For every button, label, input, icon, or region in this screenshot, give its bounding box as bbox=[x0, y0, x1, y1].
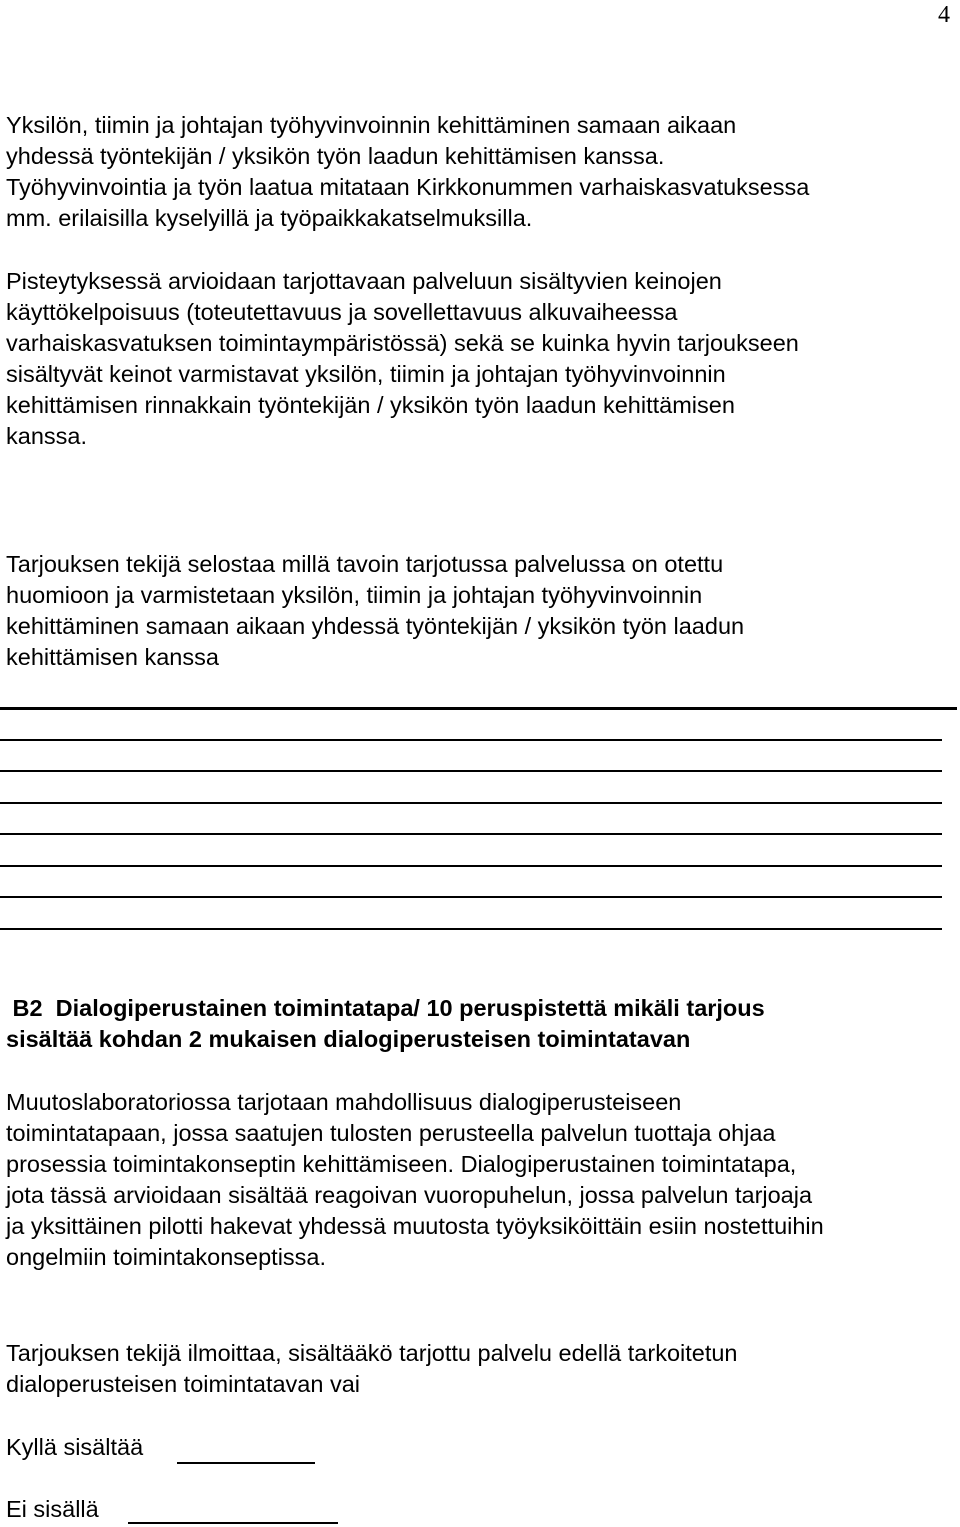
text-line: ongelmiin toimintakonseptissa. bbox=[6, 1244, 327, 1270]
paragraph-scoring-criteria bbox=[6, 266, 956, 452]
text-line: prosessia toimintakonseptin kehittämiseen. Dialogiperustainen toimintatapa, bbox=[6, 1151, 797, 1177]
option-no-fill-line[interactable] bbox=[128, 1522, 338, 1524]
text-line: Tarjouksen tekijä ilmoittaa, sisältääkö tarjottu palvelu edellä tarkoitetun bbox=[6, 1340, 738, 1366]
text-line: mm. erilaisilla kyselyillä ja työpaikkakatselmuksilla. bbox=[6, 205, 533, 231]
text-line: ja yksittäinen pilotti hakevat yhdessä muutosta työyksiköittäin esiin nostettuihin bbox=[6, 1213, 824, 1239]
text-line: sisältyvät keinot varmistavat yksilön, tiimin ja johtajan työhyvinvoinnin bbox=[6, 361, 726, 387]
answer-line-2[interactable] bbox=[0, 770, 942, 772]
option-no-label: Ei sisällä bbox=[6, 1496, 99, 1522]
answer-line-3[interactable] bbox=[0, 802, 942, 804]
paragraph-declaration-prompt bbox=[6, 1338, 956, 1400]
text-line: Tarjouksen tekijä selostaa millä tavoin tarjotussa palvelussa on otettu bbox=[6, 551, 724, 577]
paragraph-dialogue-description bbox=[6, 1087, 956, 1273]
option-yes-fill-line[interactable] bbox=[177, 1462, 315, 1464]
answer-line-7[interactable] bbox=[0, 928, 942, 930]
text-line: Pisteytyksessä arvioidaan tarjottavaan palveluun sisältyvien keinojen bbox=[6, 268, 722, 294]
page-number: 4 bbox=[938, 2, 950, 28]
text-line: dialoperusteisen toimintatavan vai bbox=[6, 1371, 361, 1397]
text-line: kehittämisen kanssa bbox=[6, 644, 219, 670]
heading-line: sisältää kohdan 2 mukaisen dialogiperusteisen toimintatavan bbox=[6, 1026, 691, 1052]
answer-line-5[interactable] bbox=[0, 865, 942, 867]
text-line: kehittäminen samaan aikaan yhdessä työntekijän / yksikön työn laadun bbox=[6, 613, 745, 639]
text-line: Muutoslaboratoriossa tarjotaan mahdollisuus dialogiperusteiseen bbox=[6, 1089, 682, 1115]
paragraph-wellbeing-intro bbox=[6, 110, 956, 234]
text-line: toimintatapaan, jossa saatujen tulosten perusteella palvelun tuottaja ohjaa bbox=[6, 1120, 776, 1146]
text-line: käyttökelpoisuus (toteutettavuus ja sovellettavuus alkuvaiheessa bbox=[6, 299, 678, 325]
text-line: huomioon ja varmistetaan yksilön, tiimin ja johtajan työhyvinvoinnin bbox=[6, 582, 703, 608]
text-line: kehittämisen rinnakkain työntekijän / yksikön työn laadun kehittämisen bbox=[6, 392, 735, 418]
answer-line-4[interactable] bbox=[0, 833, 942, 835]
answer-line-6[interactable] bbox=[0, 896, 942, 898]
answer-line-1[interactable] bbox=[0, 739, 942, 741]
heading-line: B2 Dialogiperustainen toimintatapa/ 10 peruspistettä mikäli tarjous bbox=[6, 995, 765, 1021]
paragraph-bidder-instruction bbox=[6, 549, 956, 673]
section-heading-b2 bbox=[6, 993, 956, 1055]
text-line: jota tässä arvioidaan sisältää reagoivan vuoropuhelun, jossa palvelun tarjoaja bbox=[6, 1182, 813, 1208]
answer-top-rule bbox=[0, 707, 957, 710]
text-line: Työhyvinvointia ja työn laatua mitataan Kirkkonummen varhaiskasvatuksessa bbox=[6, 174, 810, 200]
option-yes-label: Kyllä sisältää bbox=[6, 1434, 144, 1460]
text-line: yhdessä työntekijän / yksikön työn laadun kehittämisen kanssa. bbox=[6, 143, 665, 169]
text-line: Yksilön, tiimin ja johtajan työhyvinvoinnin kehittäminen samaan aikaan bbox=[6, 112, 737, 138]
text-line: kanssa. bbox=[6, 423, 87, 449]
text-line: varhaiskasvatuksen toimintaympäristössä) sekä se kuinka hyvin tarjoukseen bbox=[6, 330, 799, 356]
